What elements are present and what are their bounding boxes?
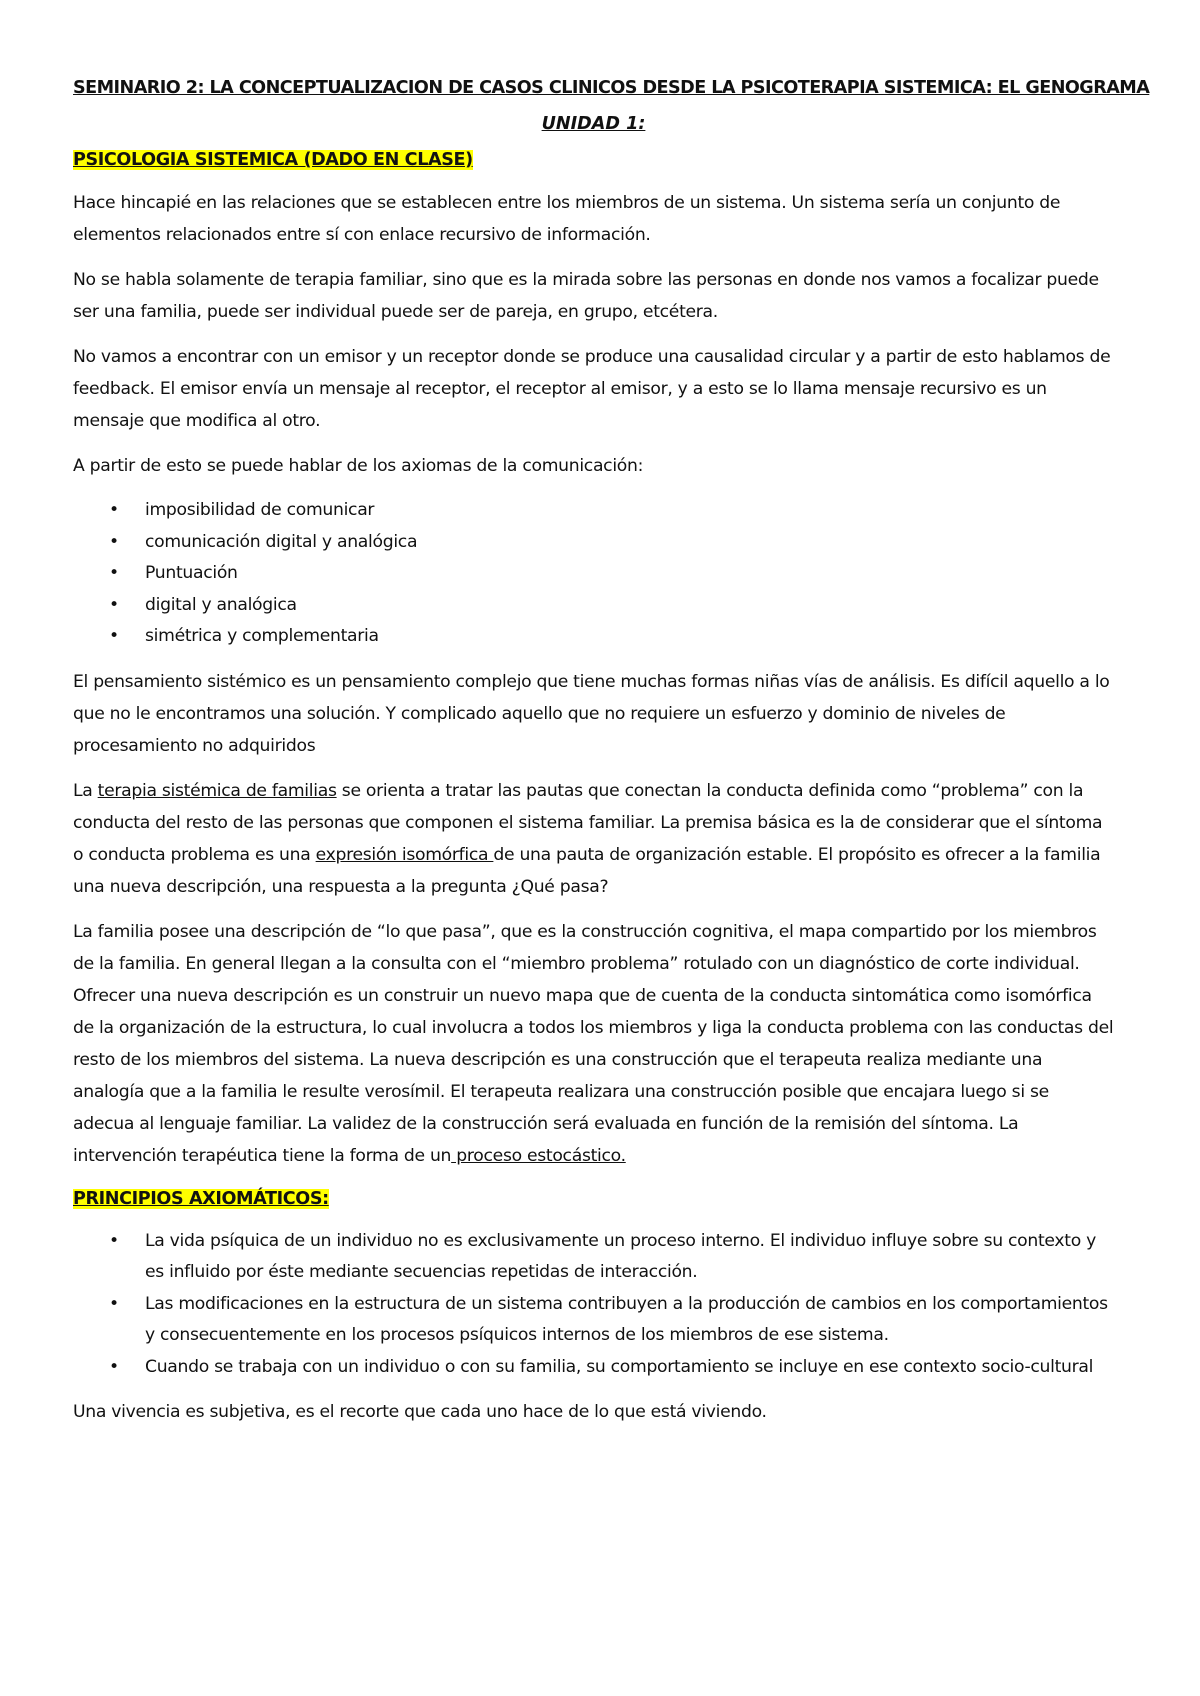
list-item <box>73 495 1114 527</box>
paragraph-7 <box>73 916 1114 1172</box>
principles-list <box>73 1226 1114 1384</box>
bullet-icon: • <box>109 1230 119 1251</box>
paragraph-6-text-c: de una pauta de organización estable. El propósito es ofrecer a la familia una nueva descripción, una respuesta a la pregunta ¿Qué pasa? <box>73 844 1101 897</box>
paragraph-7-text-a: La familia posee una descripción de “lo que pasa”, que es la construcción cognitiva, el mapa compartido por los miembros de la familia. En general llegan a la consulta con el “miembro problema” rotulado con un diagnóstico de corte individual. Ofrecer una nueva descripción es un construir un nuevo mapa que de cuenta de la conducta sintomática como isomórfica de la organización de la estructura, lo cual involucra a todos los miembros y liga la conducta problema con las conductas del resto de los miembros del sistema. La nueva descripción es una construcción que el terapeuta realiza mediante una analogía que a la familia le resulte verosímil. El terapeuta realizara una construcción posible que encajara luego si se adecua al lenguaje familiar. La validez de la construcción será evaluada en función de la remisión del síntoma. La intervención terapéutica tiene la forma de un <box>73 921 1114 1166</box>
bullet-icon: • <box>109 531 119 552</box>
unit-title: UNIDAD 1: <box>541 114 646 134</box>
section-heading-principios-axiomaticos <box>73 1185 1114 1213</box>
paragraph-2: No se habla solamente de terapia familiar, sino que es la mirada sobre las personas en donde nos vamos a focalizar puede ser una familia, puede ser individual puede ser de pareja, en grupo, etcétera. <box>73 270 1099 322</box>
bullet-icon: • <box>109 1356 119 1377</box>
list-item-text: Las modificaciones en la estructura de un sistema contribuyen a la producción de cambios en los comportamientos y consecuentemente en los procesos psíquicos internos de los miembros de ese sistema. <box>145 1293 1108 1345</box>
paragraph-4: A partir de esto se puede hablar de los axiomas de la comunicación: <box>73 456 644 476</box>
paragraph-6-text-b: se orienta a tratar las pautas que conectan la conducta definida como “problema” con la conducta del resto de las personas que componen el sistema familiar. La premisa básica es la de considerar que el síntoma o conducta problema es una <box>73 780 1103 865</box>
list-item-text: La vida psíquica de un individuo no es exclusivamente un proceso interno. El individuo influye sobre su contexto y es influido por éste mediante secuencias repetidas de interacción. <box>145 1230 1096 1282</box>
highlighted-heading-text: PSICOLOGIA SISTEMICA (DADO EN CLASE) <box>73 150 473 170</box>
paragraph-8: Una vivencia es subjetiva, es el recorte que cada uno hace de lo que está viviendo. <box>73 1402 767 1422</box>
bullet-icon: • <box>109 626 119 646</box>
list-item-text: imposibilidad de comunicar <box>145 500 375 520</box>
paragraph-5: El pensamiento sistémico es un pensamiento complejo que tiene muchas formas niñas vías de análisis. Es difícil aquello a lo que no le encontramos una solución. Y complicado aquello que no requiere un esfuerzo y dominio de niveles de procesamiento no adquiridos <box>73 671 1110 756</box>
list-item-text: Puntuación <box>145 563 238 583</box>
list-item-text: digital y analógica <box>145 594 297 615</box>
list-item <box>73 1289 1114 1352</box>
list-item-text: Cuando se trabaja con un individuo o con su familia, su comportamiento se incluye en ese contexto socio-cultural <box>145 1356 1094 1377</box>
paragraph-6-text-a: La <box>73 780 98 801</box>
paragraph-1: Hace hincapié en las relaciones que se establecen entre los miembros de un sistema. Un sistema sería un conjunto de elementos relacionados entre sí con enlace recursivo de información. <box>73 193 1061 245</box>
list-item <box>73 590 1114 622</box>
list-item-text: comunicación digital y analógica <box>145 531 418 552</box>
bullet-icon: • <box>109 594 119 615</box>
list-item-text: simétrica y complementaria <box>145 626 379 646</box>
list-item <box>73 1352 1114 1384</box>
underlined-term-expresion-isomorfica: expresión isomórfica <box>315 844 494 865</box>
list-item <box>73 1226 1114 1289</box>
bullet-icon: • <box>109 500 119 520</box>
list-item <box>73 558 1114 590</box>
list-item <box>73 527 1114 559</box>
section-heading-psicologia-sistemica <box>73 146 1114 174</box>
document-title: SEMINARIO 2: LA CONCEPTUALIZACION DE CASOS CLINICOS DESDE LA PSICOTERAPIA SISTEMICA: EL GENOGRAMA <box>73 78 1150 98</box>
underlined-term-proceso-estocastico: proceso estocástico. <box>451 1145 626 1166</box>
list-item <box>73 621 1114 653</box>
bullet-icon: • <box>109 563 119 583</box>
paragraph-6 <box>73 775 1114 903</box>
axioms-list <box>73 495 1114 653</box>
underlined-term-terapia-sistemica: terapia sistémica de familias <box>97 780 337 801</box>
paragraph-3: No vamos a encontrar con un emisor y un receptor donde se produce una causalidad circular y a partir de esto hablamos de feedback. El emisor envía un mensaje al receptor, el receptor al emisor, y a esto se lo llama mensaje recursivo es un mensaje que modifica al otro. <box>73 347 1111 431</box>
bullet-icon: • <box>109 1293 119 1314</box>
highlighted-heading-text: PRINCIPIOS AXIOMÁTICOS: <box>73 1188 329 1209</box>
